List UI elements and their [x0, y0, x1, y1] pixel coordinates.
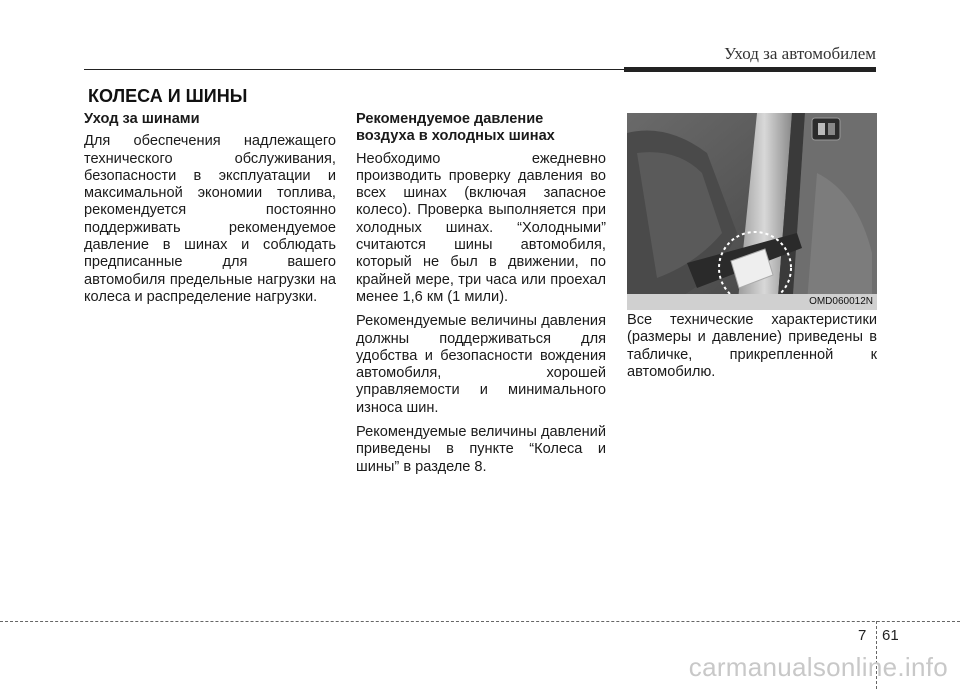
cold-pressure-paragraph-3: Рекомендуемые величины давлений приведены в пункте “Колеса и шины” в разделе 8. — [356, 424, 606, 475]
header-rule — [84, 67, 876, 72]
page-number: 61 — [882, 627, 899, 644]
column-2 — [356, 111, 606, 483]
header-rule-thick — [624, 67, 876, 72]
tire-label-photo — [627, 113, 877, 310]
tire-care-subtitle: Уход за шинами — [84, 111, 200, 127]
chapter-number: 7 — [858, 627, 867, 644]
label-info-paragraph: Все технические характеристики (размеры и давление) приведены в табличке, прикрепленной к автомобилю. — [627, 312, 877, 380]
figure-code: OMD060012N — [809, 296, 873, 307]
column-1 — [84, 111, 336, 313]
cold-pressure-subtitle-line-2: воздуха в холодных шинах — [356, 128, 555, 145]
cold-pressure-paragraph-1: Необходимо ежедневно производить проверку давления во всех шинах (включая запасное колесо). Проверка выполняется при холодных шинах. “Холодными” считаются шины автомобиля, который не был в движении, по крайней мере, три часа или проехал менее 1,6 км (1 мили). — [356, 150, 606, 305]
header-title: Уход за автомобилем — [724, 44, 876, 63]
watermark: carmanualsonline.info — [688, 652, 948, 682]
cold-pressure-paragraph-2: Рекомендуемые величины давления должны поддерживаться для удобства и безопасности вождения автомобиля, хорошей управляемости и минимального износа шин. — [356, 313, 606, 416]
cold-pressure-subtitle-line-1: Рекомендуемое давление — [356, 111, 544, 127]
door-pillar-illustration — [627, 113, 877, 310]
tire-care-paragraph: Для обеспечения надлежащего технического обслуживания, безопасности в эксплуатации и максимальной экономии топлива, рекомендуется постоянно поддерживать рекомендуемое давление в шинах и соблюдать предписанные для вашего автомобиля предельные нагрузки на колеса и распределение нагрузки. — [84, 133, 336, 305]
column-3 — [627, 312, 877, 388]
section-title: КОЛЕСА И ШИНЫ — [88, 86, 248, 106]
cold-pressure-subtitle — [356, 111, 606, 146]
footer-rule — [0, 621, 960, 622]
